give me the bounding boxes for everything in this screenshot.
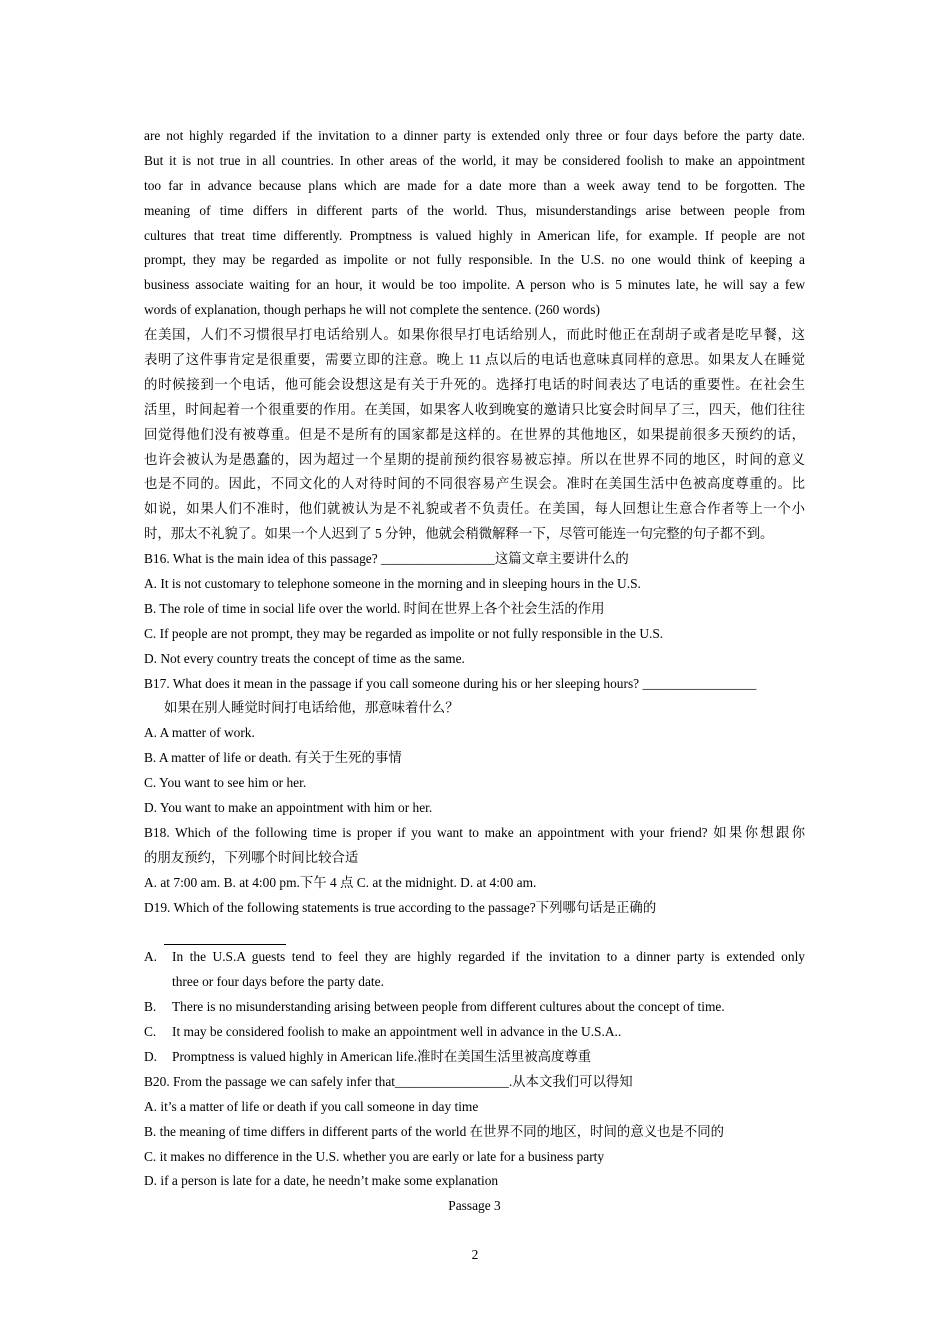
document-page [144,124,805,1219]
option-text: There is no misunderstanding arising between people from different cultures about the concept of time. [172,999,725,1015]
answer-option: D. if a person is late for a date, he needn’t make some explanation [144,1173,499,1189]
translation-line: 的时候接到一个电话，他可能会设想这是有关于升死的。选择打电话的时间表达了电话的重要性。在社会生 [144,376,805,392]
question-stem: B17. What does it mean in the passage if you call someone during his or her sleeping hours? _________________ [144,675,757,691]
translation-line: 表明了这件事肯定是很重要，需要立即的注意。晚上 11 点以后的电话也意味真同样的意思。如果友人在睡觉 [144,352,805,368]
option-label: D. [144,1048,158,1064]
answer-option [144,1045,805,1070]
translation-line: 也许会被认为是愚蠢的，因为超过一个星期的提前预约很容易被忘掉。所以在世界不同的地区，时间的意义 [144,451,805,467]
answer-option [144,1020,805,1045]
passage-line: too far in advance because plans which are made for a date more than a week away tend to be forgotten. The [144,177,805,193]
blank-underline [164,927,286,945]
option-label: C. [144,1024,157,1040]
question-stem: B16. What is the main idea of this passage? _________________这篇文章主要讲什么的 [144,551,629,567]
translation-line: 也是不同的。因此，不同文化的人对待时间的不同很容易产生误会。准时在美国生活中色被高度尊重的。比 [144,476,805,492]
answer-option: B. A matter of life or death. 有关于生死的事情 [144,750,402,766]
option-text: In the U.S.A guests tend to feel they are highly regarded if the invitation to a dinner party is extended only [172,949,805,965]
answer-options: A. at 7:00 am. B. at 4:00 pm.下午 4 点 C. at the midnight. D. at 4:00 am. [144,874,537,890]
answer-option: D. You want to make an appointment with him or her. [144,800,433,816]
translation-line: 时，那太不礼貌了。如果一个人迟到了 5 分钟，他就会稍微解释一下，尽管可能连一句完整的句子都不到。 [144,526,774,542]
option-text: It may be considered foolish to make an appointment well in advance in the U.S.A.. [172,1024,622,1040]
passage-line: prompt, they may be regarded as impolite or not fully responsible. In the U.S. no one would think of keeping a [144,252,805,268]
question-20 [144,1070,805,1194]
answer-option: A. it’s a matter of life or death if you call someone in day time [144,1098,479,1114]
question-stem: B18. Which of the following time is proper if you want to make an appointment with your friend? 如果你想跟你 [144,824,805,840]
option-label: A. [144,949,158,965]
answer-blank [144,921,805,946]
translation-line: 活里，时间起着一个很重要的作用。在美国，如果客人收到晚宴的邀请只比宴会时间早了三，四天，他们往往 [144,401,805,417]
translation-line: 回觉得他们没有被尊重。但是不是所有的国家都是这样的。在世界的其他地区，如果提前很多天预约的话， [144,426,805,442]
passage-line: words of explanation, though perhaps he will not complete the sentence. (260 words) [144,302,600,318]
section-heading: Passage 3 [448,1198,501,1214]
answer-option: A. A matter of work. [144,725,255,741]
passage-line: cultures that treat time differently. Promptness is valued highly in American life, for example. If people are not [144,227,805,243]
question-19 [144,896,805,1070]
question-stem: 的朋友预约，下列哪个时间比较合适 [144,849,359,865]
answer-option: B. the meaning of time differs in different parts of the world 在世界不同的地区，时间的意义也是不同的 [144,1123,725,1139]
answer-option: D. Not every country treats the concept of time as the same. [144,650,465,666]
passage-line: But it is not true in all countries. In other areas of the world, it may be considered foolish to make an appointment [144,152,805,168]
answer-option-continued: three or four days before the party date. [172,974,384,990]
question-stem: B20. From the passage we can safely infer that_________________.从本文我们可以得知 [144,1073,633,1089]
answer-option [144,995,805,1020]
answer-option: C. You want to see him or her. [144,775,307,791]
passage-line: are not highly regarded if the invitation to a dinner party is extended only three or four days before the party date. [144,128,805,143]
answer-option: C. If people are not prompt, they may be regarded as impolite or not fully responsible in the U.S. [144,625,664,641]
answer-option: A. It is not customary to telephone someone in the morning and in sleeping hours in the U.S. [144,576,641,592]
question-17 [144,672,805,821]
question-16 [144,547,805,671]
page-number: 2 [471,1247,479,1262]
option-text: Promptness is valued highly in American life.准时在美国生活里被高度尊重 [172,1048,592,1064]
translation-line: 在美国，人们不习惯很早打电话给别人。如果你很早打电话给别人，而此时他正在刮胡子或者是吃早餐，这 [144,327,805,343]
passage-english [144,124,805,323]
answer-option: B. The role of time in social life over the world. 时间在世界上各个社会生活的作用 [144,600,605,616]
answer-option [144,945,805,970]
answer-option: C. it makes no difference in the U.S. whether you are early or late for a business party [144,1148,605,1164]
translation-line: 如说，如果人们不准时，他们就被认为是不礼貌或者不负责任。在美国，每人回想让生意合作者等上一个小 [144,501,805,517]
passage-line: business associate waiting for an hour, it would be too impolite. A person who is 5 minutes late, he will say a few [144,277,805,293]
question-18 [144,821,805,896]
passage-line: meaning of time differs in different parts of the world. Thus, misunderstandings arise between people from [144,202,805,218]
question-stem: D19. Which of the following statements is true according to the passage?下列哪句话是正确的 [144,899,657,915]
question-stem-translation: 如果在别人睡觉时间打电话给他，那意味着什么？ [164,700,459,716]
option-label: B. [144,999,157,1015]
passage-chinese [144,323,805,547]
